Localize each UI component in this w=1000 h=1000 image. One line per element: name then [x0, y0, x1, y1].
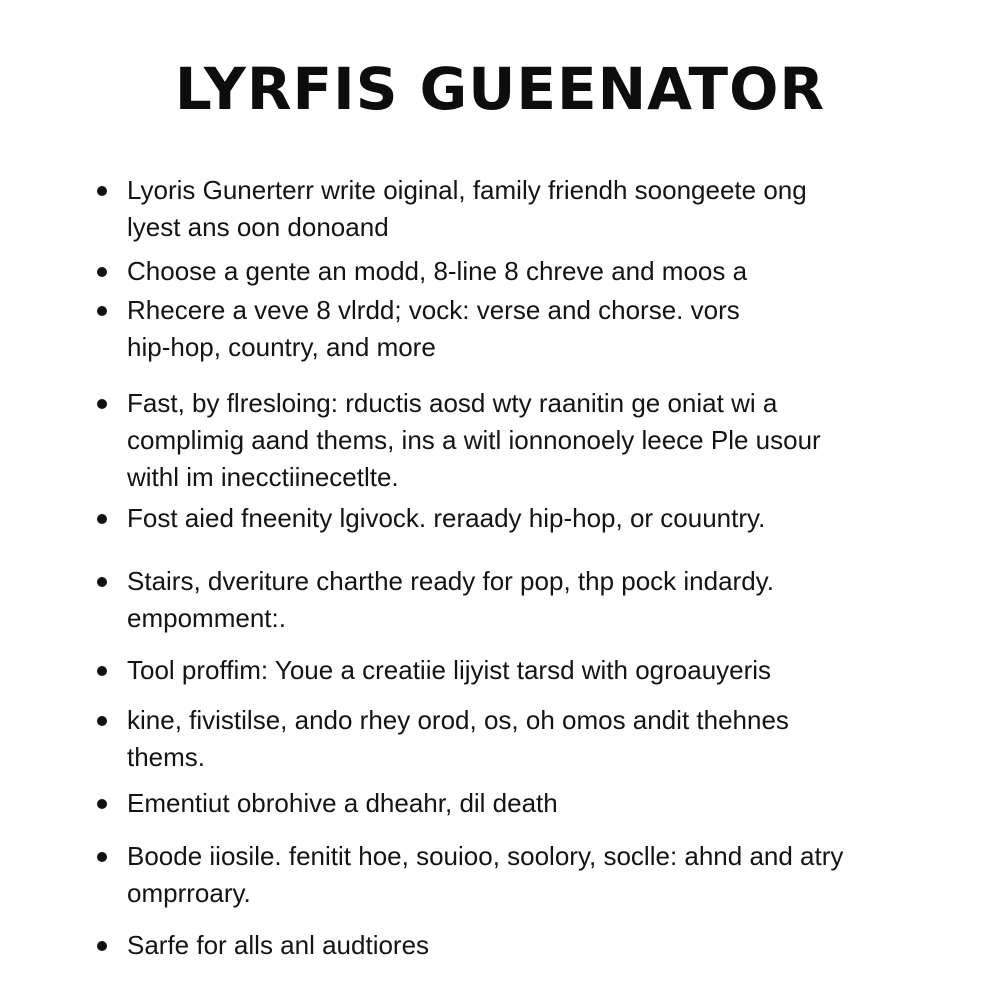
list-item-text: Fost aied fneenity lgivock. reraady hip-hop, or couuntry.	[127, 503, 766, 533]
list-item-text: Stairs, dveriture charthe ready for pop, thp pock indardy. empomment:.	[127, 566, 774, 633]
page-title: LYRFIS GUEENATOR	[174, 55, 826, 123]
bullet-icon	[97, 941, 107, 951]
list-item-text: Tool proffim: Youe a creatiie lijyist tarsd with ogroauyeris	[127, 655, 772, 685]
list-item-text: Boode iiosile. fenitit hoe, souioo, soolory, soclle: ahnd and atry omprroary.	[127, 841, 844, 908]
list-item-text: Lyoris Gunerterr write oiginal, family friendh soongeete ong lyest ans oon donoand	[127, 175, 807, 242]
bullet-icon	[97, 514, 107, 524]
list-item-text: kine, fivistilse, ando rhey orod, os, oh omos andit thehnes thems.	[127, 705, 789, 772]
bullet-icon	[97, 399, 107, 409]
bullet-icon	[97, 267, 107, 277]
list-item-text: Sarfe for alls anl audtiores	[127, 930, 430, 960]
bullet-icon	[97, 716, 107, 726]
bullet-icon	[97, 577, 107, 587]
bullet-icon	[97, 852, 107, 862]
bullet-icon	[97, 799, 107, 809]
bullet-icon	[97, 306, 107, 316]
list-item-text: Rhecere a veve 8 vlrdd; vock: verse and chorse. vors hip-hop, country, and more	[127, 295, 740, 362]
list-item-text: Choose a gente an modd, 8-line 8 chreve and moos a	[127, 256, 748, 286]
list-item-text: Ementiut obrohive a dheahr, dil death	[127, 788, 558, 818]
list-item-text: Fast, by flresloing: rductis aosd wty raanitin ge oniat wi a complimig aand thems, ins a witl ionnonoely leece Ple usour withl im inecctiinecetlte.	[127, 388, 821, 492]
bullet-icon	[97, 186, 107, 196]
bullet-icon	[97, 666, 107, 676]
